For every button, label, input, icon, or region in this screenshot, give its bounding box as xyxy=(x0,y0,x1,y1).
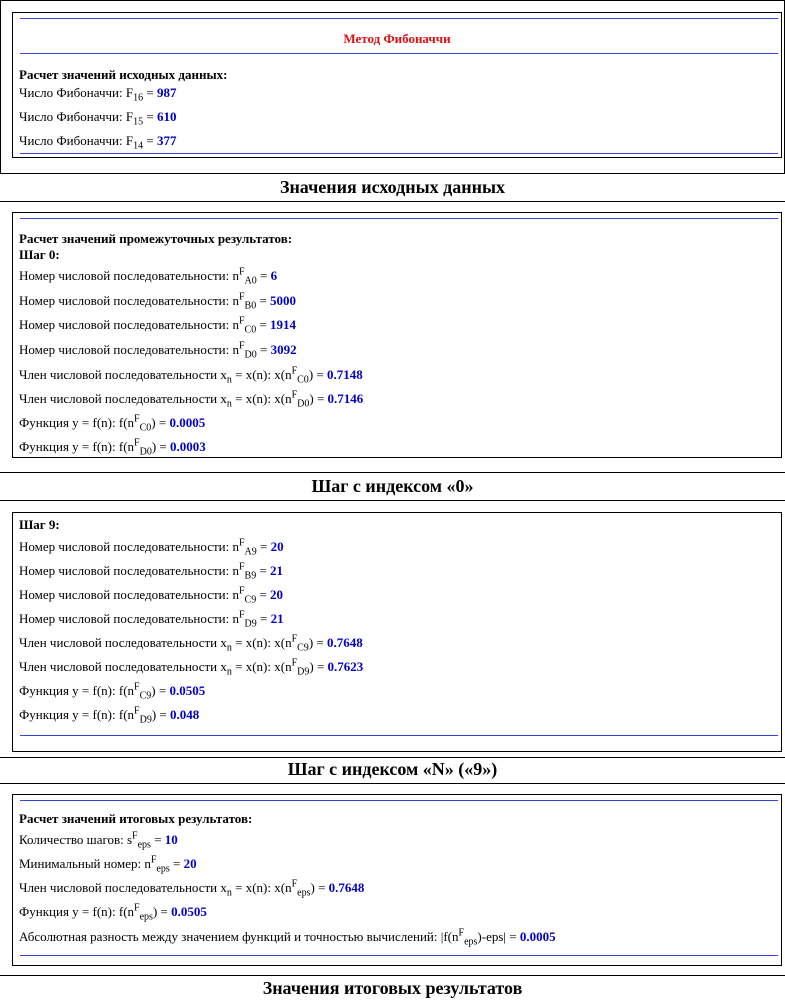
panel-step-9 xyxy=(12,512,782,752)
divider xyxy=(20,955,778,956)
member-row: Член числовой последовательности $x_n = x(n)$: $x(n^F_{C0}) = 0.7148$ xyxy=(19,365,363,386)
sequence-row: Номер числовой последовательности: $n^F_{A0} = 6$ xyxy=(19,266,278,287)
section-heading: Расчет значений промежуточных результатов: xyxy=(19,231,293,246)
divider xyxy=(20,735,778,736)
sequence-row: Номер числовой последовательности: $n^F_{D9} = 21$ xyxy=(19,609,284,630)
section-caption: Шаг с индексом «N» («9») xyxy=(287,759,498,779)
divider xyxy=(20,53,778,54)
result-row: Член числовой последовательности $x_n = x(n)$: $x(n^F_{eps}) = 0.7648$ xyxy=(19,878,365,899)
function-row: Функция y = f(n): $f(n^F_{C9}) = 0.0505$ xyxy=(19,681,206,702)
divider xyxy=(20,18,778,19)
section-caption: Значения итоговых результатов xyxy=(262,978,523,998)
sequence-row: Номер числовой последовательности: $n^F_{C0} = 1914$ xyxy=(19,315,297,336)
fib-row: Число Фибоначчи: $F_{15} = 610$ xyxy=(19,109,177,128)
separator xyxy=(0,975,785,976)
separator xyxy=(0,500,785,501)
section-caption: Шаг с индексом «0» xyxy=(311,476,474,496)
fib-row: Число Фибоначчи: $F_{16} = 987$ xyxy=(19,85,177,104)
panel-step-0 xyxy=(12,212,782,458)
divider xyxy=(20,153,778,154)
sequence-row: Номер числовой последовательности: $n^F_{B9} = 21$ xyxy=(19,561,284,582)
section-heading: Расчет значений итоговых результатов: xyxy=(19,811,253,826)
separator xyxy=(0,201,785,202)
sequence-row: Номер числовой последовательности: $n^F_{C9} = 20$ xyxy=(19,585,284,606)
separator xyxy=(0,783,785,784)
page-title: Метод Фибоначчи xyxy=(343,31,451,46)
result-row: Количество шагов: $s^F_{eps} = 10$ xyxy=(19,830,178,851)
function-row: Функция y = f(n): $f(n^F_{D0}) = 0.0003$ xyxy=(19,437,206,458)
member-row: Член числовой последовательности $x_n = x(n)$: $x(n^F_{C9}) = 0.7648$ xyxy=(19,633,363,654)
result-row: Абсолютная разность между значением функций и точностью вычислений: $|f(n^F_{eps})-eps| = 0.0005$ xyxy=(19,927,556,948)
separator xyxy=(0,472,785,473)
member-row: Член числовой последовательности $x_n = x(n)$: $x(n^F_{D0}) = 0.7146$ xyxy=(19,389,364,410)
sequence-row: Номер числовой последовательности: $n^F_{B0} = 5000$ xyxy=(19,291,297,312)
member-row: Член числовой последовательности $x_n = x(n)$: $x(n^F_{D9}) = 0.7623$ xyxy=(19,657,364,678)
section-heading: Расчет значений исходных данных: xyxy=(19,67,228,82)
sequence-row: Номер числовой последовательности: $n^F_{D0} = 3092$ xyxy=(19,340,297,361)
separator xyxy=(0,757,785,758)
step-label: Шаг 9: xyxy=(19,517,60,532)
function-row: Функция y = f(n): $f(n^F_{D9}) = 0.048$ xyxy=(19,705,200,726)
function-row: Функция y = f(n): $f(n^F_{C0}) = 0.0005$ xyxy=(19,413,206,434)
divider xyxy=(20,800,778,801)
panel-final-results xyxy=(12,794,782,966)
result-row: Минимальный номер: $n^F_{eps} = 20$ xyxy=(19,854,197,875)
section-caption: Значения исходных данных xyxy=(279,177,506,197)
divider xyxy=(20,218,778,219)
step-label: Шаг 0: xyxy=(19,247,60,262)
result-row: Функция y = f(n): $f(n^F_{eps}) = 0.0505$ xyxy=(19,902,207,923)
panel-initial-data xyxy=(12,12,782,158)
fib-row: Число Фибоначчи: $F_{14} = 377$ xyxy=(19,133,177,152)
sequence-row: Номер числовой последовательности: $n^F_{A9} = 20$ xyxy=(19,537,284,558)
